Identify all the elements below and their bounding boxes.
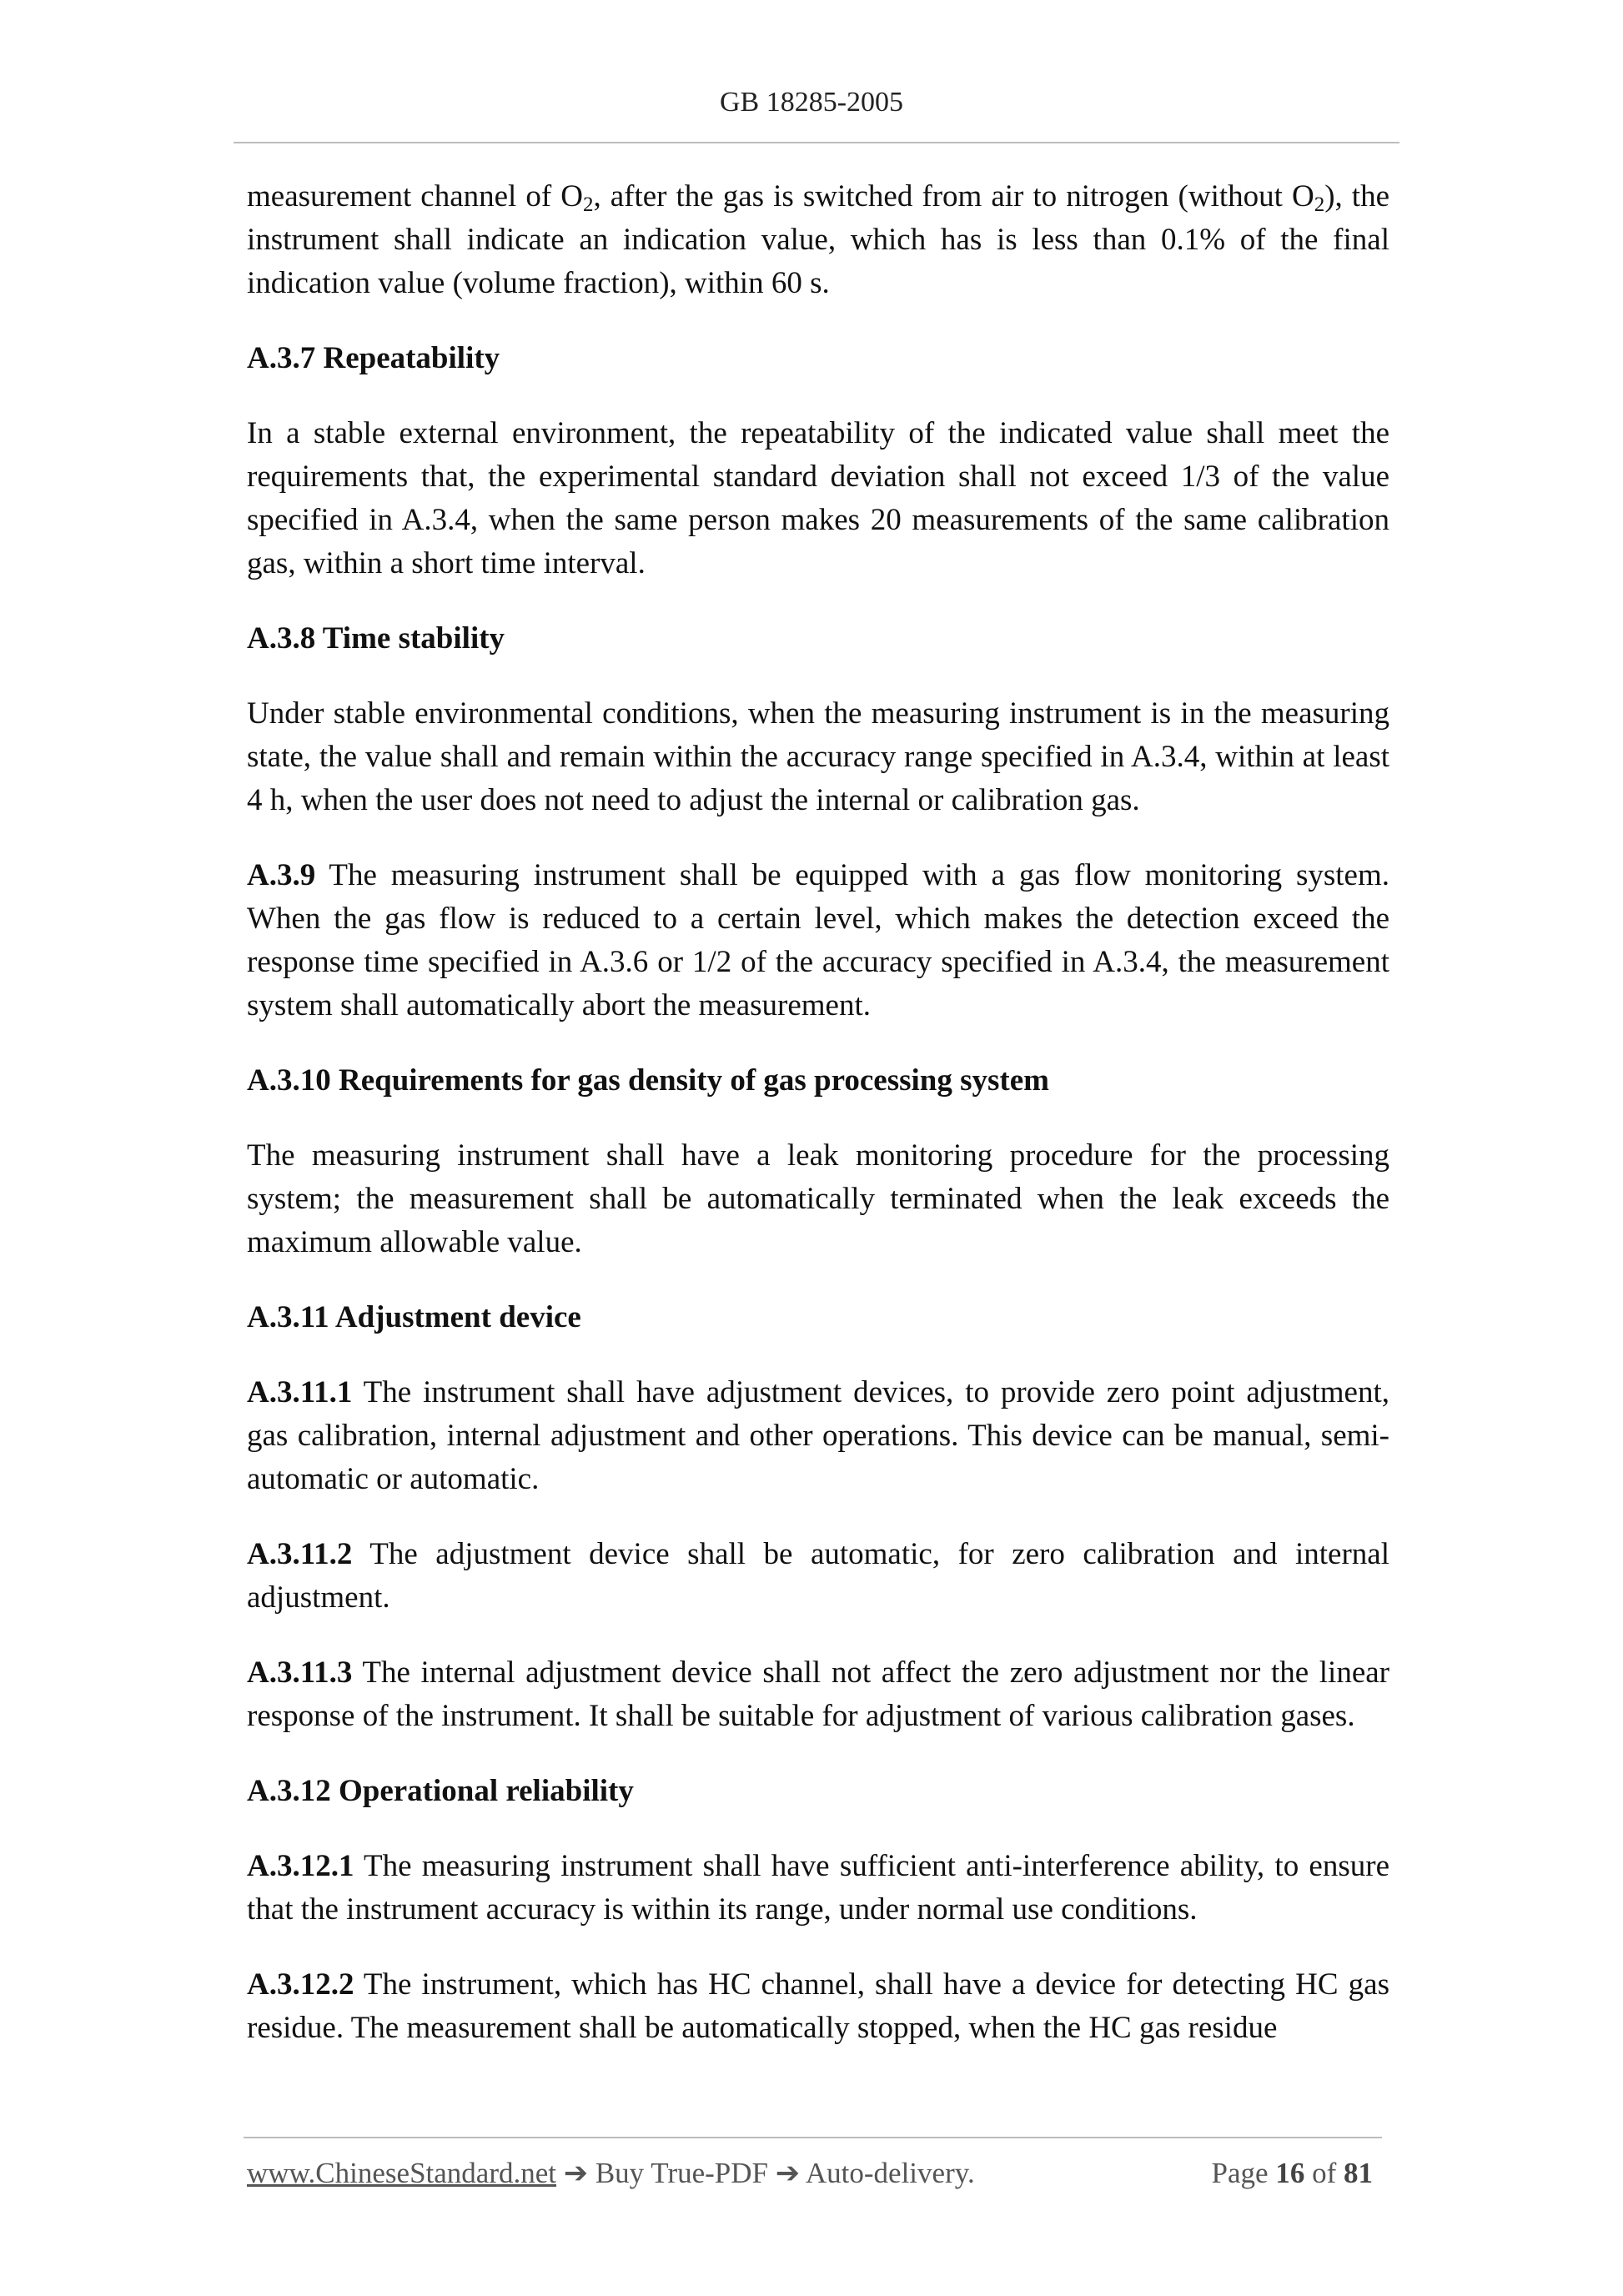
clause-text: The instrument, which has HC channel, shall have a device for detecting HC gas residue. The measurement shall be automatically stopped, when the HC gas residue <box>247 1967 1389 2045</box>
paragraph-a3122 <box>247 1963 1389 2050</box>
page-footer <box>247 2157 1373 2190</box>
paragraph-a38: Under stable environmental conditions, when the measuring instrument is in the measuring state, the value shall and remain within the accuracy range specified in A.3.4, within at least 4 h, when the user does not need to adjust the internal or calibration gas. <box>247 696 1389 817</box>
text-run: , after the gas is switched from air to nitrogen (without O <box>593 179 1314 214</box>
paragraph-a3121 <box>247 1845 1389 1932</box>
page-number: 16 <box>1275 2157 1305 2189</box>
page-header: GB 18285-2005 <box>719 87 904 118</box>
paragraph-a3111 <box>247 1371 1389 1501</box>
paragraph-a3113 <box>247 1651 1389 1738</box>
clause-number: A.3.12.2 <box>247 1967 354 2002</box>
subscript: 2 <box>1314 193 1325 216</box>
clause-number: A.3.11.2 <box>247 1537 353 1571</box>
clause-number: A.3.11.3 <box>247 1655 353 1690</box>
heading-a310: A.3.10 Requirements for gas density of gas processing system <box>247 1063 1049 1098</box>
arrow-icon: ➔ <box>563 2157 589 2189</box>
clause-number: A.3.9 <box>247 858 316 892</box>
page-indicator <box>1212 2157 1373 2190</box>
auto-delivery-text: Auto-delivery. <box>800 2157 975 2189</box>
heading-a37: A.3.7 Repeatability <box>247 341 500 375</box>
buy-text: Buy True-PDF <box>588 2157 776 2189</box>
arrow-icon: ➔ <box>775 2157 801 2189</box>
clause-text: The internal adjustment device shall not affect the zero adjustment nor the linear response of the instrument. It shall be suitable for adjustment of various calibration gases. <box>247 1655 1389 1733</box>
of-label: of <box>1304 2157 1344 2189</box>
header-divider <box>234 142 1399 143</box>
paragraph-o2-response <box>247 175 1389 305</box>
subscript: 2 <box>582 193 594 216</box>
paragraph-a3112 <box>247 1533 1389 1620</box>
clause-text: The measuring instrument shall have sufficient anti-interference ability, to ensure that the instrument accuracy is within its range, under normal use conditions. <box>247 1849 1389 1927</box>
paragraph-a39 <box>247 854 1389 1027</box>
paragraph-a310: The measuring instrument shall have a leak monitoring procedure for the processing system; the measurement shall be automatically terminated when the leak exceeds the maximum allowable value. <box>247 1138 1389 1259</box>
text-run: measurement channel of O <box>247 179 583 214</box>
clause-text: The adjustment device shall be automatic, for zero calibration and internal adjustment. <box>247 1537 1389 1615</box>
heading-a312: A.3.12 Operational reliability <box>247 1774 634 1808</box>
page-total: 81 <box>1344 2157 1373 2189</box>
clause-number: A.3.12.1 <box>247 1849 354 1883</box>
paragraph-a37: In a stable external environment, the repeatability of the indicated value shall meet the requirements that, the experimental standard deviation shall not exceed 1/3 of the value specified in A.3.4, when the same person makes 20 measurements of the same calibration gas, within a short time interval. <box>247 416 1389 580</box>
clause-text: The measuring instrument shall be equipped with a gas flow monitoring system. When the gas flow is reduced to a certain level, which makes the detection exceed the response time specified in A.3.6 or 1/2 of the accuracy specified in A.3.4, the measurement system shall automatically abort the measurement. <box>247 858 1389 1022</box>
page-content <box>247 175 1389 2082</box>
heading-a38: A.3.8 Time stability <box>247 621 505 656</box>
text-run: ), the instrument shall indicate an indication value, which has is less than 0.1% of the final indication value (volume fraction), within 60 s. <box>247 179 1389 300</box>
clause-text: The instrument shall have adjustment devices, to provide zero point adjustment, gas calibration, internal adjustment and other operations. This device can be manual, semi-automatic or automatic. <box>247 1375 1389 1496</box>
footer-divider <box>244 2137 1382 2138</box>
footer-promo <box>247 2157 975 2189</box>
website-link[interactable]: www.ChineseStandard.net <box>247 2157 556 2189</box>
clause-number: A.3.11.1 <box>247 1375 353 1409</box>
heading-a311: A.3.11 Adjustment device <box>247 1300 581 1334</box>
page-label: Page <box>1211 2157 1276 2189</box>
